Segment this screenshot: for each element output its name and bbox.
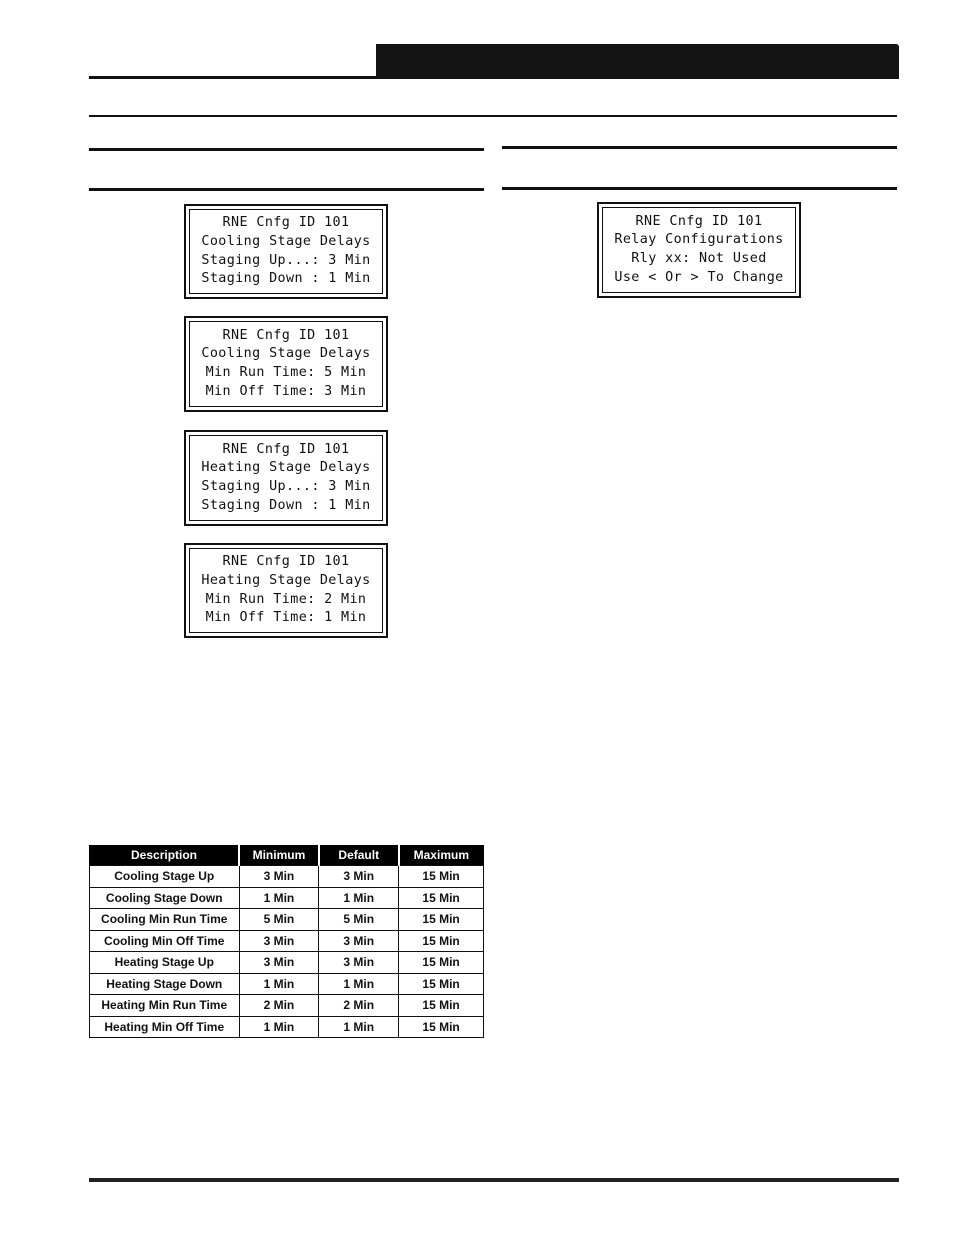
cell-maximum: 15 Min bbox=[399, 973, 484, 995]
lcd-line: RNE Cnfg ID 101 bbox=[222, 215, 350, 231]
cell-minimum: 3 Min bbox=[239, 952, 319, 974]
cell-maximum: 15 Min bbox=[399, 866, 484, 888]
table-row bbox=[90, 866, 484, 888]
cell-default: 1 Min bbox=[319, 1016, 399, 1038]
cell-maximum: 15 Min bbox=[399, 909, 484, 931]
cell-description: Heating Min Run Time bbox=[90, 995, 240, 1017]
lcd-line: Heating Stage Delays bbox=[201, 460, 371, 476]
cell-default: 5 Min bbox=[319, 909, 399, 931]
cell-default: 1 Min bbox=[319, 887, 399, 909]
table-row bbox=[90, 887, 484, 909]
lcd-screen bbox=[189, 321, 383, 407]
lcd-line: RNE Cnfg ID 101 bbox=[222, 441, 350, 457]
header-minimum: Minimum bbox=[239, 845, 319, 866]
cell-default: 3 Min bbox=[319, 930, 399, 952]
lcd-line: Use < Or > To Change bbox=[614, 269, 784, 285]
left-column-rule-top bbox=[89, 148, 484, 151]
table-row bbox=[90, 952, 484, 974]
table-row bbox=[90, 909, 484, 931]
cell-minimum: 1 Min bbox=[239, 887, 319, 909]
cell-maximum: 15 Min bbox=[399, 887, 484, 909]
lcd-line: RNE Cnfg ID 101 bbox=[222, 327, 350, 343]
lcd-line: Rly xx: Not Used bbox=[631, 251, 767, 266]
lcd-line: Staging Down : 1 Min bbox=[201, 271, 371, 287]
lcd-display-heating-runtime bbox=[184, 543, 388, 638]
lcd-display-heating-staging bbox=[184, 430, 388, 526]
cell-default: 2 Min bbox=[319, 995, 399, 1017]
lcd-line: Min Off Time: 1 Min bbox=[205, 610, 367, 626]
cell-default: 3 Min bbox=[319, 952, 399, 974]
lcd-line: Staging Down : 1 Min bbox=[201, 497, 371, 513]
header-underline bbox=[89, 76, 379, 79]
cell-minimum: 3 Min bbox=[239, 866, 319, 888]
lcd-screen bbox=[602, 207, 796, 293]
lcd-line: RNE Cnfg ID 101 bbox=[635, 213, 763, 229]
header-bar bbox=[376, 44, 899, 79]
cell-minimum: 5 Min bbox=[239, 909, 319, 931]
cell-description: Cooling Min Off Time bbox=[90, 930, 240, 952]
cell-default: 1 Min bbox=[319, 973, 399, 995]
cell-minimum: 1 Min bbox=[239, 1016, 319, 1038]
cell-minimum: 3 Min bbox=[239, 930, 319, 952]
cell-minimum: 2 Min bbox=[239, 995, 319, 1017]
table-row bbox=[90, 930, 484, 952]
cell-description: Heating Min Off Time bbox=[90, 1016, 240, 1038]
lcd-line: Min Run Time: 5 Min bbox=[205, 365, 367, 380]
lcd-display-cooling-runtime bbox=[184, 316, 388, 412]
cell-description: Heating Stage Up bbox=[90, 952, 240, 974]
lcd-screen bbox=[189, 435, 383, 521]
lcd-line: Heating Stage Delays bbox=[201, 572, 371, 588]
cell-description: Cooling Stage Down bbox=[90, 887, 240, 909]
lcd-line: Cooling Stage Delays bbox=[201, 233, 371, 249]
footer-rule bbox=[89, 1178, 899, 1182]
table-row bbox=[90, 973, 484, 995]
cell-default: 3 Min bbox=[319, 866, 399, 888]
header-default: Default bbox=[319, 845, 399, 866]
right-column-rule-top bbox=[502, 146, 897, 149]
lcd-line: Staging Up...: 3 Min bbox=[201, 479, 371, 494]
lcd-line: Min Run Time: 2 Min bbox=[205, 591, 367, 607]
cell-description: Cooling Min Run Time bbox=[90, 909, 240, 931]
lcd-screen bbox=[189, 209, 383, 294]
table-row bbox=[90, 1016, 484, 1038]
cell-maximum: 15 Min bbox=[399, 930, 484, 952]
cell-maximum: 15 Min bbox=[399, 1016, 484, 1038]
right-column-rule-bottom bbox=[502, 187, 897, 190]
cell-maximum: 15 Min bbox=[399, 995, 484, 1017]
header-description: Description bbox=[90, 845, 240, 866]
lcd-line: Relay Configurations bbox=[614, 232, 784, 248]
section-rule bbox=[89, 115, 897, 117]
lcd-display-relay-config bbox=[597, 202, 801, 298]
lcd-line: Cooling Stage Delays bbox=[201, 346, 371, 362]
cell-maximum: 15 Min bbox=[399, 952, 484, 974]
table-row bbox=[90, 995, 484, 1017]
left-column-rule-bottom bbox=[89, 188, 484, 191]
lcd-line: Staging Up...: 3 Min bbox=[201, 252, 371, 268]
cell-minimum: 1 Min bbox=[239, 973, 319, 995]
stage-delay-table bbox=[89, 845, 484, 1038]
table-header-row bbox=[90, 845, 484, 866]
cell-description: Cooling Stage Up bbox=[90, 866, 240, 888]
lcd-line: Min Off Time: 3 Min bbox=[205, 383, 367, 399]
header-maximum: Maximum bbox=[399, 845, 484, 866]
lcd-display-cooling-staging bbox=[184, 204, 388, 299]
cell-description: Heating Stage Down bbox=[90, 973, 240, 995]
lcd-line: RNE Cnfg ID 101 bbox=[222, 554, 350, 570]
lcd-screen bbox=[189, 548, 383, 633]
